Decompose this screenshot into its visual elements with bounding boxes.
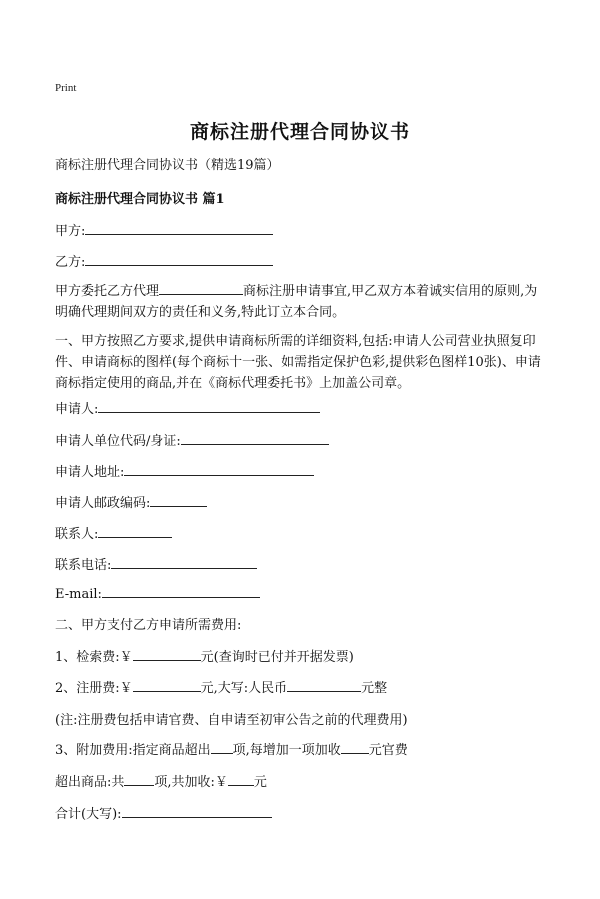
applicant-line [55,398,320,417]
fee-3-suffix: 元官费 [368,743,408,758]
extra-suffix: 元 [253,775,267,790]
contact-line [55,523,172,542]
postcode-label: 申请人邮政编码: [55,496,151,511]
email-label: E-mail: [55,587,102,602]
trademark-name-blank [159,281,243,295]
extra-amount-blank [228,772,254,786]
fee-1-prefix: 1、检索费:￥ [55,650,133,665]
applicant-label: 申请人: [55,402,99,417]
section-heading: 商标注册代理合同协议书 篇1 [55,192,225,207]
contact-blank [98,524,172,538]
fee-1-suffix: 元(查询时已付并开据发票) [200,650,354,665]
extra-prefix: 超出商品:共 [55,775,125,790]
fee-3-prefix: 3、附加费用:指定商品超出 [55,743,211,758]
fee-2-amount-blank [133,678,201,692]
party-a-label: 甲方: [55,224,86,239]
party-a-line [55,220,273,239]
party-b-label: 乙方: [55,255,86,270]
phone-label: 联系电话: [55,558,112,573]
party-a-blank [85,221,273,235]
unit-code-blank [181,431,329,445]
extra-goods-line [55,771,267,790]
contact-label: 联系人: [55,527,99,542]
phone-blank [111,555,257,569]
address-blank [124,462,314,476]
fee-3-items-blank [211,740,233,754]
fee-2-line [55,677,387,696]
postcode-blank [150,493,207,507]
email-blank [102,584,260,598]
fee-2-mid: 元,大写:人民币 [200,681,288,696]
total-label: 合计(大写): [55,807,122,822]
email-line [55,584,260,602]
fee-1-blank [133,647,201,661]
fee-2-prefix: 2、注册费:￥ [55,681,133,696]
unit-code-label: 申请人单位代码/身证: [55,434,181,449]
total-line [55,803,272,822]
fee-note-line: (注:注册费包括申请官费、自申请至初审公告之前的代理费用) [55,713,408,728]
fee-3-amount-blank [341,740,369,754]
print-link[interactable]: Print [55,82,77,94]
postcode-line [55,492,207,511]
fee-3-line [55,739,408,758]
fee-2-suffix: 元整 [361,681,388,696]
address-line [55,461,314,480]
intro-paragraph [55,281,550,323]
clause-1-paragraph: 一、甲方按照乙方要求,提供申请商标所需的详细资料,包括:申请人公司营业执照复印件、申请商标的图样(每个商标十一张、如需指定保护色彩,提供彩色图样10张)、申请商标指定使用的商品,并在《商标代理委托书》上加盖公司章。 [55,334,541,391]
fee-2-capital-blank [287,678,361,692]
intro-text-2: 商标注册申请事宜,甲乙双方本着诚实信用的原则,为明确代理期间双方的责任和义务,特此订立本合同。 [55,284,538,320]
fee-1-line [55,646,354,665]
document-subtitle: 商标注册代理合同协议书（精选19篇） [55,158,280,173]
clause-2-line: 二、甲方支付乙方申请所需费用: [55,618,242,633]
extra-items-blank [124,772,154,786]
party-b-blank [85,252,273,266]
document-title: 商标注册代理合同协议书 [189,121,410,143]
unit-code-line [55,430,329,449]
applicant-blank [98,399,320,413]
total-blank [122,804,272,818]
intro-text-1: 甲方委托乙方代理 [55,284,160,299]
party-b-line [55,251,273,270]
fee-3-mid: 项,每增加一项加收 [232,743,341,758]
address-label: 申请人地址: [55,465,125,480]
phone-line [55,554,257,573]
extra-mid: 项,共加收:￥ [154,775,228,790]
